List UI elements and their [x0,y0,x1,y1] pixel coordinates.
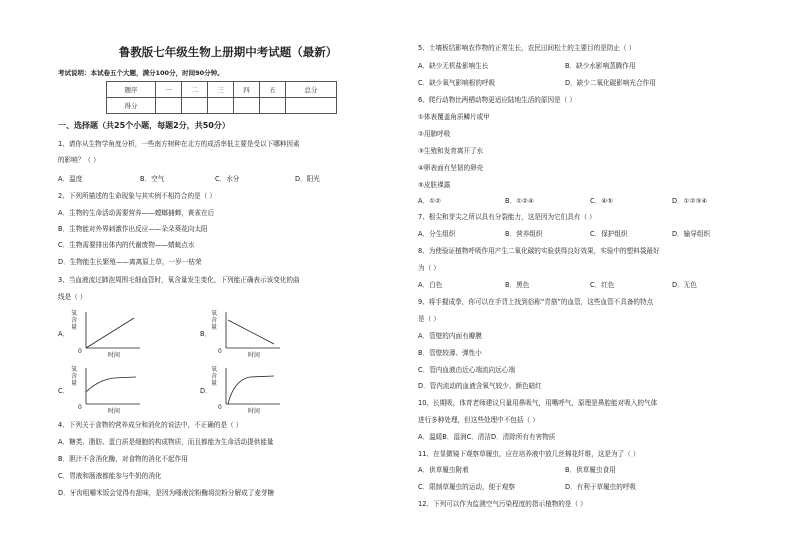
score-table-header-row [107,82,337,98]
y-axis-label: 氧 含 量 [210,310,217,331]
option-c: C．红色 [590,281,615,289]
question-stem: 4、下列关于食物的营养成分和消化的说法中，不正确的是（ ） [58,421,243,429]
graph-c [70,364,150,416]
curve [86,377,136,392]
score-cell: 总分 [286,82,337,98]
score-cell: 三 [208,82,234,98]
curve [86,318,134,348]
option-c: C．胃液和肠液都能参与牛奶的消化 [58,472,162,480]
question-stem: 2、下列所描述的生命现象与其实例不相符合的是（ ） [58,192,216,200]
option-c: C．缺少氧气影响根的呼吸 [418,79,496,87]
option-c: C．水分 [215,175,240,183]
question-stem: 10、长期吸，体育老师建议只量用鼻吸气，用嘴呼气，原理是鼻腔能对吸入的气体 [418,399,658,407]
score-cell[interactable] [260,98,286,114]
option-b: B． [200,330,212,338]
question-stem: 11、在显微镜下观察草履虫，应在培养液中放几丝棉花纤维，这是为了（ ） [418,450,640,458]
option-d: D．缺少二氧化碳影响光合作用 [565,79,656,87]
score-cell[interactable] [156,98,182,114]
option-a: A．缺少无机盐影响生长 [418,62,489,70]
option-c: C．保护组织 [590,230,628,238]
option-b: B．供草履虫食用 [565,466,616,474]
statement-item: ⑤皮肤裸露 [418,181,451,189]
x-axis-label: 时间 [248,408,261,415]
question-stem: 线是（ ） [58,293,87,301]
score-cell[interactable] [234,98,260,114]
statement-item: ③生殖和发育离开了水 [418,147,484,155]
options-line: A．温暖B．湿润C．清洁D．清除所有有害物质 [418,433,556,441]
statement-item: ①体表覆盖角质鳞片或甲 [418,113,490,121]
question-stem: 12、下列可以作为监测空气污染程度的指示植物的是（ ） [418,500,587,508]
option-a: A．温度 [58,175,83,183]
x-axis-label: 时间 [248,352,261,359]
score-cell[interactable] [208,98,234,114]
score-cell: 二 [182,82,208,98]
question-stem: 进行多种处理，但这些处理中不包括（ ） [418,416,539,424]
question-stem: 为（ ） [418,264,440,272]
option-d: D． [200,387,212,395]
option-b: B．①②④ [505,197,534,205]
option-d: D．生物能生长繁殖——离离原上草，一岁一枯荣 [58,258,202,266]
option-d: D．①②③④ [672,197,708,205]
x-axis-label: 时间 [108,408,121,415]
statement-item: ④卵表面有坚韧的卵壳 [418,164,484,172]
option-b: B．空气 [140,175,165,183]
question-stem: 3、当血液流过肺泡周围毛细血管时，氧含量发生变化，下列能正确表示该变化的曲 [58,276,300,284]
option-d: D．无色 [672,281,697,289]
graph-b [210,308,290,360]
score-cell: 一 [156,82,182,98]
score-cell: 五 [260,82,286,98]
option-a: A．分生组织 [418,230,456,238]
option-b: B．黑色 [505,281,530,289]
option-c: C．限制草履虫的运动，便于观察 [418,483,515,491]
y-axis-label: 氧 含 量 [210,366,217,387]
curve [228,376,274,404]
option-a: A．①② [418,197,441,205]
graph-a [70,308,150,360]
option-d: D．阳光 [295,175,320,183]
option-c: C．④⑤ [590,197,614,205]
score-cell: 题序 [107,82,156,98]
score-table-score-row [107,98,337,114]
question-stem: 6、爬行动物比两栖动物更适应陆地生活的原因是（ ） [418,96,576,104]
option-a: A． [58,330,70,338]
origin-label: 0 [218,404,222,411]
option-b: B．胆汁不含消化酶，对食物的消化不起作用 [58,455,188,463]
option-a: A．管壁的内面有瓣膜 [418,332,482,340]
x-axis-label: 时间 [108,352,121,359]
graph-d [210,364,290,416]
origin-label: 0 [218,348,222,355]
option-c: C． [58,387,70,395]
origin-label: 0 [78,348,82,355]
score-cell: 四 [234,82,260,98]
question-stem: 5、土壤板结影响农作物的正常生长，农民田间松土的主要目的是防止（ ） [418,44,636,52]
question-stem: 9、将手握成拳，你可以在手背上找到俗称“青筋”的血管，这些血管不具备的特点 [418,298,654,306]
question-stem: 8、为使验证植物呼吸作用产生二氧化碳的实验获得良好效果，实验中的塑料袋最好 [418,247,660,255]
exam-instructions: 考试说明：本试卷五个大题，满分100分，时间90分钟。 [58,69,224,77]
option-a: A．糖类、脂肪、蛋白质是细胞的构成物质，而且都能为生命活动提供能量 [58,438,274,446]
score-cell[interactable] [182,98,208,114]
statement-item: ②用肺呼吸 [418,130,451,138]
question-stem: 的影响？（ ） [58,156,100,164]
question-stem: 7、根尖和芽尖之所以具有分裂能力，这是因为它们具有（ ） [418,213,596,221]
question-stem: 1、请你从生物学角度分析，一些南方树种在北方的成活率低主要是受以下哪种因素 [58,140,300,148]
curve [228,320,274,344]
option-c: C．生物需要排出体内的代谢废物——蜻蜓点水 [58,241,195,249]
y-axis-label: 氧 含 量 [70,310,77,331]
option-d: D．输导组织 [672,230,711,238]
score-cell[interactable] [286,98,337,114]
score-table [106,81,337,114]
section-heading: 一、选择题（共25个小题，每题2分，共50分） [58,121,230,130]
option-c: C．管内血液由近心端流向远心端 [418,366,515,374]
page-title: 鲁教版七年级生物上册期中考试题（最新） [118,45,338,59]
option-b: B．生物能对外界刺激作出反应——朵朵葵花向太阳 [58,225,208,233]
origin-label: 0 [78,404,82,411]
option-b: B．缺少水影响蒸腾作用 [565,62,636,70]
option-b: B．管壁较薄、弹性小 [418,349,482,357]
option-a: A．供草履虫附着 [418,466,469,474]
option-a: A．白色 [418,281,443,289]
option-d: D．管内流动的血液含氧气较少、颜色暗红 [418,382,542,390]
option-a: A．生物的生命活动需要营养——螳螂捕蝉，黄雀在后 [58,209,215,217]
question-stem: 是（ ） [418,315,440,323]
option-d: D．牙齿咀嚼米饭会觉得有甜味，是因为唾液淀粉酶将淀粉分解成了麦芽糖 [58,489,275,497]
option-b: B．营养组织 [505,230,543,238]
option-d: D．有利于草履虫的呼吸 [565,483,637,491]
score-cell: 得分 [107,98,156,114]
y-axis-label: 氧 含 量 [70,366,77,387]
